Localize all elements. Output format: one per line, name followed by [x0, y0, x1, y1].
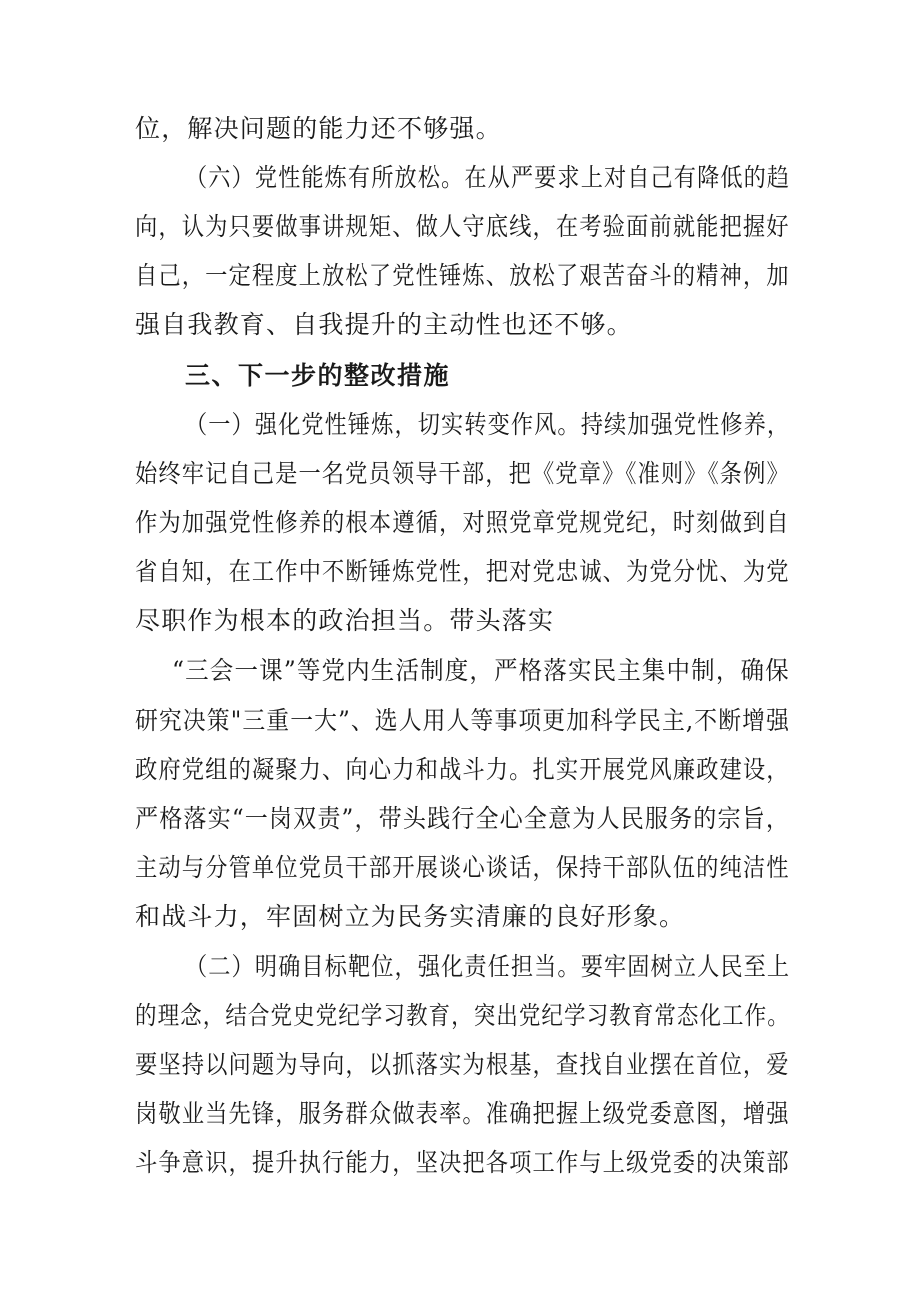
- measure-two-line-5: 斗争意识，提升执行能力，坚决把各项工作与上级党委的决策部: [135, 1148, 790, 1177]
- measure-two-line-3: 要坚持以问题为导向，以抓落实为根基，查找自业摆在首位，爱: [135, 1050, 790, 1079]
- measure-one-cont-line-3: 政府党组的凝聚力、向心力和战斗力。扎实开展党风廉政建设，: [135, 755, 790, 784]
- measure-two-line-2: 的理念，结合党史党纪学习教育，突出党纪学习教育常态化工作。: [135, 1001, 790, 1030]
- measure-one-line-3: 作为加强党性修养的根本遵循，对照党章党规党纪，时刻做到自: [135, 508, 790, 537]
- measure-one-cont-line-4: 严格落实“一岗双责”，带头践行全心全意为人民服务的宗旨，: [135, 804, 791, 833]
- paragraph-six-line-2: 向，认为只要做事讲规矩、做人守底线，在考验面前就能把握好: [135, 212, 790, 241]
- paragraph-six-line-3: 自己，一定程度上放松了党性锤炼、放松了艰苦奋斗的精神，加: [135, 261, 790, 290]
- measure-two-line-1: （二）明确目标靶位，强化责任担当。要牢固树立人民至上: [185, 952, 791, 981]
- paragraph-six-line-1: （六）党性能炼有所放松。在从严要求上对自己有降低的趋: [185, 163, 791, 192]
- measure-one-line-1: （一）强化党性锤炼，切实转变作风。持续加强党性修养，: [185, 410, 791, 439]
- measure-one-cont-line-5: 主动与分管单位党员干部开展谈心谈话，保持干部队伍的纯洁性: [135, 853, 790, 882]
- measure-one-line-5: 尽职作为根本的政治担当。带头落实: [135, 606, 555, 635]
- paragraph-continued-line-1: 位，解决问题的能力还不够强。: [135, 114, 502, 143]
- section-three-heading: 三、下一步的整改措施: [185, 361, 451, 390]
- measure-one-line-2: 始终牢记自己是一名党员领导干部，把《党章》《准则》《条例》: [135, 459, 790, 488]
- measure-one-cont-line-1: “三会一课”等党内生活制度，严格落实民主集中制，确保: [172, 656, 790, 685]
- measure-one-cont-line-2: 研究决策"三重一大”、选人用人等事项更加科学民主,不断增强: [135, 706, 791, 735]
- paragraph-six-line-4: 强自我教育、自我提升的主动性也还不够。: [135, 310, 633, 339]
- measure-two-line-4: 岗敬业当先锋，服务群众做表率。准确把握上级党委意图，增强: [135, 1099, 790, 1128]
- measure-one-cont-line-6: 和战斗力，牢固树立为民务实清廉的良好形象。: [135, 902, 686, 931]
- measure-one-line-4: 省自知，在工作中不断锤炼党性，把对党忠诚、为党分忧、为党: [135, 557, 790, 586]
